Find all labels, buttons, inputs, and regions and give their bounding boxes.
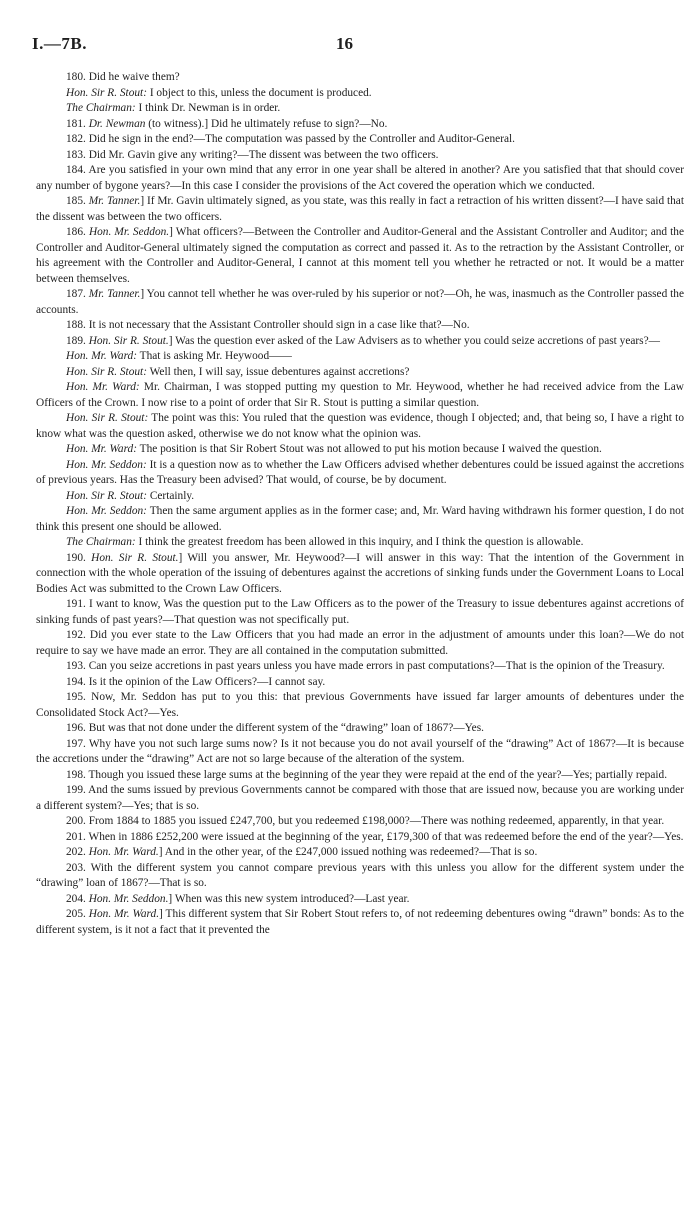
paragraph-text: 201. When in 1886 £252,200 were issued at the beginning of the year, £179,300 of that was redeemed before the end of the year?—Yes. — [66, 830, 684, 843]
paragraph-text: 202. — [66, 846, 89, 858]
paragraph-text: Certainly. — [146, 489, 195, 502]
paragraph-text: That is asking Mr. Heywood—— — [137, 350, 292, 362]
paragraph-text: ] And in the other year, of the £247,000 issued nothing was redeemed?—That is so. — [158, 846, 538, 858]
paragraph-text: The point was this: You ruled that the question was evidence, though I objected; and, that being so, I have a right to know what was the question asked, otherwise we do not know what the opinion was. — [36, 412, 684, 440]
paragraph-text: ] If Mr. Gavin ultimately signed, as you state, was this really in fact a retraction of his written dissent?—I have said that the dissent was between the two officers. — [36, 195, 684, 223]
paragraph — [36, 148, 684, 164]
paragraph — [36, 194, 684, 225]
paragraph — [36, 489, 684, 505]
paragraph-text: 199. And the sums issued by previous Governments cannot be compared with those that are issued now, because you are working under a different system?—Yes; that is so. — [36, 784, 684, 812]
paragraph — [36, 86, 684, 102]
paragraph — [36, 768, 684, 784]
paragraph — [36, 163, 684, 194]
paragraph — [36, 597, 684, 628]
speaker-name: Hon. Sir R. Stout: — [66, 365, 147, 378]
paragraph — [36, 535, 684, 551]
paragraph — [36, 861, 684, 892]
paragraph — [36, 737, 684, 768]
paragraph — [36, 721, 684, 737]
paragraph-text: 200. From 1884 to 1885 you issued £247,700, but you redeemed £198,000?—There was nothing redeemed, apparently, in that year. — [66, 815, 665, 827]
paragraph-text: 189. — [66, 334, 89, 347]
speaker-name: Hon. Mr. Seddon. — [88, 892, 169, 905]
paragraph-text: 204. — [66, 892, 89, 905]
paragraph — [36, 659, 684, 675]
paragraph — [36, 334, 684, 350]
paragraph-text: I think the greatest freedom has been allowed in this inquiry, and I think the question is allowable. — [135, 536, 584, 548]
paragraph-text: ] You cannot tell whether he was over-ruled by his superior or not?—Oh, he was, inasmuch as the Controller passed the accounts. — [36, 288, 684, 316]
paragraph — [36, 132, 684, 148]
paragraph — [36, 365, 684, 381]
speaker-name: Hon. Sir R. Stout: — [66, 489, 147, 502]
paragraph — [36, 551, 684, 598]
paragraph — [36, 675, 684, 691]
paragraph-text: 193. Can you seize accretions in past years unless you have made errors in past computations?—That is the opinion of the Treasury. — [66, 660, 665, 672]
page-number: 16 — [336, 34, 353, 53]
paragraph-text: 181. — [66, 117, 89, 130]
paragraph-text: 184. Are you satisfied in your own mind that any error in one year shall be altered in another? Are you satisfied that that should cover any number of bygone years?—In this case I consider the provisions of the Act covered the operation which we conducted. — [36, 164, 684, 192]
paragraph-text: 196. But was that not done under the different system of the “drawing” loan of 1867?—Yes. — [66, 722, 484, 734]
paragraph — [36, 380, 684, 411]
paragraph-text: 203. With the different system you cannot compare previous years with this unless you allow for the different system under the “drawing” loan of 1867?—That is so. — [36, 861, 684, 889]
paragraph-text: 183. Did Mr. Gavin give any writing?—The dissent was between the two officers. — [66, 148, 439, 161]
speaker-name: Hon. Sir R. Stout: — [66, 86, 147, 99]
paragraph — [36, 907, 684, 938]
paragraph-text: ] Was the question ever asked of the Law Advisers as to whether you could seize accretions of past years?— — [168, 334, 660, 347]
paragraph-text: 190. — [66, 551, 92, 564]
parliamentary-paper-reference: I.—7B. — [32, 34, 87, 53]
paragraph-text: 197. Why have you not such large sums now? Is it not because you do not avail yourself of the “drawing” Act of 1867?—It is because the accretions under the “drawing” Act are not so large because of the alteration of the system. — [36, 737, 684, 765]
paragraph — [36, 117, 684, 133]
paragraph-text: 191. I want to know, Was the question put to the Law Officers as to the power of the Treasury to issue debentures against accretions of sinking funds of past years?—That question was not specifically put. — [36, 598, 684, 626]
paragraph-text: (to witness).] Did he ultimately refuse to sign?—No. — [145, 117, 388, 130]
speaker-name: Hon. Mr. Seddon. — [88, 226, 170, 238]
paragraph-text: 195. Now, Mr. Seddon has put to you this: that previous Governments have issued far larger amounts of debentures under the Consolidated Stock Act?—Yes. — [36, 691, 684, 719]
paragraph — [36, 628, 684, 659]
speaker-name: Dr. Newman — [88, 117, 146, 130]
paragraph-text: Well then, I will say, issue debentures against accretions? — [146, 365, 410, 378]
speaker-name: Hon. Mr. Seddon: — [66, 458, 147, 471]
paragraph-text: Then the same argument applies as in the former case; and, Mr. Ward having withdrawn his former question, I do not think this present one should be allowed. — [36, 505, 684, 533]
speaker-name: The Chairman: — [66, 102, 136, 114]
speaker-name: Hon. Sir R. Stout. — [88, 334, 169, 347]
paragraph-text: 185. — [66, 195, 89, 207]
paragraph — [36, 101, 684, 117]
evidence-text — [36, 70, 684, 938]
paragraph — [36, 349, 684, 365]
speaker-name: Hon. Sir R. Stout: — [66, 412, 149, 424]
paragraph — [36, 225, 684, 287]
paragraph — [36, 442, 684, 458]
paragraph — [36, 892, 684, 908]
paragraph-text: It is a question now as to whether the Law Officers advised whether debentures could be issued against the accretions of previous years. Has the Treasury been advised? That would, of course, be by document. — [36, 458, 684, 486]
paragraph-text: 188. It is not necessary that the Assistant Controller should sign in a case like that?—No. — [66, 319, 470, 331]
paragraph-text: 198. Though you issued these large sums at the beginning of the year they were repaid at the end of the year?—Yes; partially repaid. — [66, 768, 668, 781]
paragraph-text: 205. — [66, 908, 89, 920]
paragraph-text: 182. Did he sign in the end?—The computation was passed by the Controller and Auditor-General. — [66, 133, 516, 145]
speaker-name: Hon. Mr. Ward: — [66, 381, 140, 393]
paragraph — [36, 845, 684, 861]
paragraph — [36, 690, 684, 721]
speaker-name: Hon. Sir R. Stout. — [91, 551, 179, 564]
paragraph-text: I object to this, unless the document is produced. — [146, 86, 372, 99]
paragraph-text: Mr. Chairman, I was stopped putting my question to Mr. Heywood, whether he had received advice from the Law Officers of the Crown. I now rise to a point of order that Sir R. Stout is putting a similar question. — [36, 381, 684, 409]
speaker-name: Hon. Mr. Ward. — [88, 908, 160, 920]
paragraph-text: 194. Is it the opinion of the Law Officers?—I cannot say. — [66, 675, 326, 688]
paragraph-text: 180. Did he waive them? — [66, 71, 180, 83]
paragraph-text: ] What officers?—Between the Controller and Auditor-General and the Assistant Controller and Auditor; and the Controller and Auditor-General ultimately signed the computation as correct and passed it. As to the retraction by the Assistant Controller, or his agreement with the Controller and Auditor-General, I cannot at this moment tell you whether he retracted or not. It would be a matter between themselves. — [36, 226, 684, 285]
speaker-name: The Chairman: — [66, 536, 136, 548]
speaker-name: Hon. Mr. Ward: — [66, 443, 138, 455]
paragraph-text: 192. Did you ever state to the Law Officers that you had made an error in the adjustment of amounts under this loan?—We do not require to say we have made an error. They are all contained in the computation submitted. — [36, 629, 684, 657]
speaker-name: Mr. Tanner. — [88, 288, 141, 300]
paragraph — [36, 814, 684, 830]
paragraph — [36, 287, 684, 318]
paragraph-text: The position is that Sir Robert Stout was not allowed to put his motion because I waived the question. — [137, 443, 602, 455]
paragraph-text: 187. — [66, 288, 89, 300]
paragraph-text: 186. — [66, 226, 89, 238]
speaker-name: Hon. Mr. Ward: — [66, 350, 138, 362]
paragraph — [36, 458, 684, 489]
speaker-name: Mr. Tanner. — [88, 195, 141, 207]
speaker-name: Hon. Mr. Seddon: — [66, 505, 147, 517]
paragraph — [36, 830, 684, 846]
paragraph-text: ] This different system that Sir Robert Stout refers to, of not redeeming debentures owing “drawn” bonds: As to the different system, is it not a fact that it prevented the — [36, 908, 684, 936]
paragraph-text: ] Will you answer, Mr. Heywood?—I will answer in this way: That the intention of the Government in connection with the whole operation of the issuing of debentures against the accretions of sinking funds under the Government Loans to Local Bodies Act was submitted to the Crown Law Officers. — [36, 551, 685, 595]
paragraph — [36, 504, 684, 535]
paragraph — [36, 783, 684, 814]
paragraph — [36, 411, 684, 442]
paragraph — [36, 318, 684, 334]
paragraph-text: ] When was this new system introduced?—Last year. — [168, 892, 410, 905]
paragraph — [36, 70, 684, 86]
paragraph-text: I think Dr. Newman is in order. — [135, 102, 281, 114]
speaker-name: Hon. Mr. Ward. — [88, 846, 159, 858]
